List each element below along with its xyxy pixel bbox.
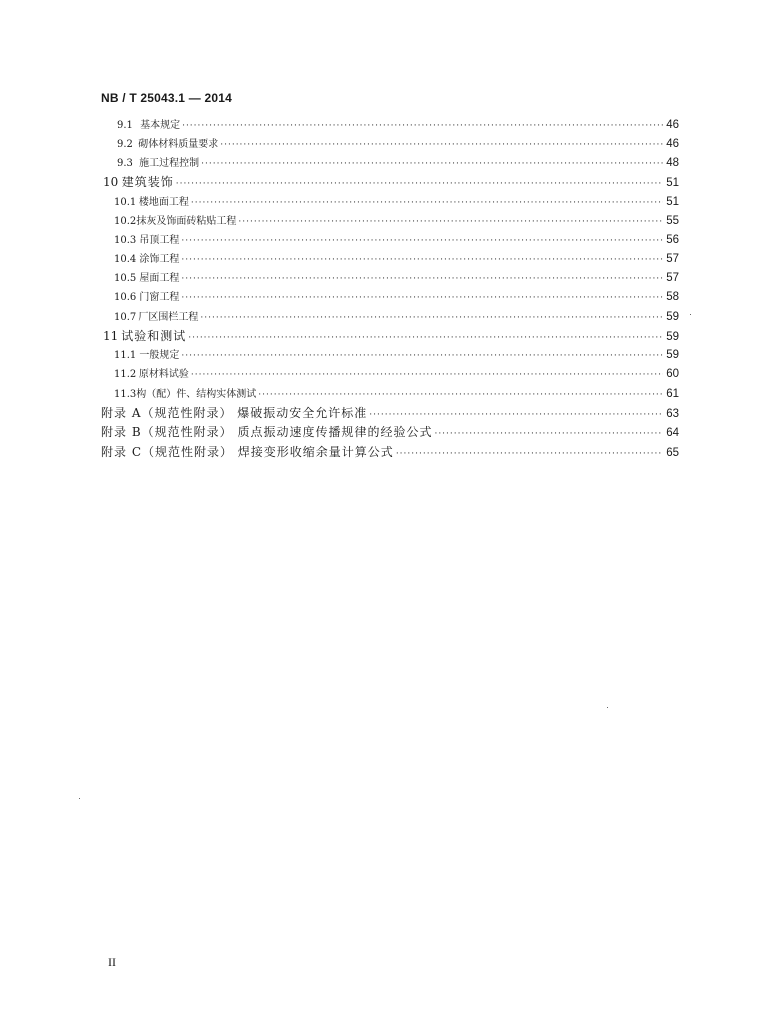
toc-entry-number: 10.3 <box>114 235 137 246</box>
toc-leader-dots <box>238 214 663 230</box>
toc-entry-title: 砌体材料质量要求 <box>138 139 219 150</box>
toc-entry-title: 构（配）件、结构实体测试 <box>136 389 257 400</box>
toc-appendix-entry[interactable] <box>101 444 679 460</box>
toc-entry-number: 9.2 <box>117 139 133 150</box>
toc-leader-dots <box>176 176 663 192</box>
toc-entry-title: 厂区围栏工程 <box>138 312 199 323</box>
toc-leader-dots <box>188 330 663 346</box>
toc-leader-dots <box>181 233 663 249</box>
toc-entry-title: 试验和测试 <box>121 329 187 343</box>
toc-leader-dots <box>258 387 663 403</box>
toc-leader-dots <box>200 310 663 326</box>
toc-entry[interactable] <box>117 117 679 133</box>
toc-entry[interactable] <box>114 347 679 363</box>
toc-entry-number: 11.3 <box>114 389 137 400</box>
toc-entry-page: 63 <box>666 408 679 420</box>
toc-entry-number: 10.1 <box>114 197 137 208</box>
toc-entry-number: 11.2 <box>114 369 137 380</box>
toc-entry-title: 附录 C（规范性附录） 焊接变形收缩余量计算公式 <box>101 445 394 459</box>
toc-entry-title: 楼地面工程 <box>138 197 189 208</box>
toc-leader-dots <box>181 348 663 364</box>
scan-speck <box>79 798 80 799</box>
toc-entry-page: 51 <box>666 177 679 189</box>
toc-entry-page: 59 <box>666 311 679 323</box>
toc-entry-page: 61 <box>666 388 679 400</box>
toc-entry-page: 46 <box>666 138 679 150</box>
toc-entry-title: 建筑装饰 <box>121 175 174 189</box>
standard-code-header: NB / T 25043.1 — 2014 <box>101 91 232 105</box>
toc-entry-page: 58 <box>666 291 679 303</box>
scan-speck <box>690 314 691 315</box>
toc-entry[interactable] <box>114 213 679 229</box>
toc-entry-page: 48 <box>666 157 679 169</box>
toc-entry-number: 11.1 <box>114 350 137 361</box>
scan-speck <box>607 707 608 708</box>
toc-entry[interactable] <box>114 309 679 325</box>
toc-entry-title: 附录 B（规范性附录） 质点振动速度传播规律的经验公式 <box>101 425 433 439</box>
toc-leader-dots <box>181 290 663 306</box>
toc-leader-dots <box>201 156 663 172</box>
toc-entry[interactable] <box>117 155 679 171</box>
toc-leader-dots <box>191 367 663 383</box>
toc-leader-dots <box>181 252 663 268</box>
toc-entry-page: 64 <box>666 427 679 439</box>
toc-entry-title: 原材料试验 <box>138 369 189 380</box>
toc-entry-title: 涂饰工程 <box>139 254 180 265</box>
toc-entry-number: 9.3 <box>117 158 133 169</box>
toc-entry-page: 60 <box>666 368 679 380</box>
toc-entry-page: 51 <box>666 196 679 208</box>
toc-entry-page: 46 <box>666 119 679 131</box>
toc-entry-number: 10.7 <box>114 312 137 323</box>
toc-leader-dots <box>220 137 663 153</box>
toc-entry-title: 屋面工程 <box>139 273 180 284</box>
toc-leader-dots <box>369 407 663 423</box>
toc-entry-page: 55 <box>666 215 679 227</box>
toc-appendix-entry[interactable] <box>101 405 679 421</box>
toc-leader-dots <box>191 195 663 211</box>
toc-entry-number: 10.5 <box>114 273 137 284</box>
toc-entry-title: 门窗工程 <box>139 292 180 303</box>
toc-entry-page: 57 <box>666 272 679 284</box>
toc-entry-number: 9.1 <box>117 120 133 131</box>
toc-entry-page: 56 <box>666 234 679 246</box>
toc-entry-page: 59 <box>666 331 679 343</box>
toc-entry-title: 一般规定 <box>139 350 180 361</box>
toc-entry[interactable] <box>117 136 679 152</box>
toc-entry-title: 基本规定 <box>140 120 181 131</box>
toc-entry[interactable] <box>114 270 679 286</box>
toc-leader-dots <box>181 271 663 287</box>
toc-leader-dots <box>434 426 663 442</box>
toc-entry-page: 59 <box>666 349 679 361</box>
toc-entry-page: 57 <box>666 253 679 265</box>
toc-entry-number: 10.4 <box>114 254 137 265</box>
toc-entry-number: 10.2 <box>114 216 137 227</box>
toc-chapter-entry[interactable] <box>103 174 679 190</box>
toc-leader-dots <box>182 118 663 134</box>
toc-appendix-entry[interactable] <box>101 424 679 440</box>
toc-entry[interactable] <box>114 366 679 382</box>
toc-entry-title: 吊顶工程 <box>139 235 180 246</box>
toc-entry-number: 11 <box>103 329 119 343</box>
page-number-footer: II <box>108 955 116 969</box>
toc-entry-number: 10 <box>103 175 119 189</box>
toc-entry-title: 附录 A（规范性附录） 爆破振动安全允许标准 <box>101 406 368 420</box>
toc-leader-dots <box>396 446 663 462</box>
toc-entry-title: 施工过程控制 <box>139 158 200 169</box>
toc-entry-title: 抹灰及饰面砖粘贴工程 <box>136 216 237 227</box>
toc-entry[interactable] <box>114 232 679 248</box>
toc-entry[interactable] <box>114 386 679 402</box>
toc-entry-number: 10.6 <box>114 292 137 303</box>
toc-entry[interactable] <box>114 194 679 210</box>
toc-chapter-entry[interactable] <box>103 328 679 344</box>
toc-entry[interactable] <box>114 251 679 267</box>
toc-entry[interactable] <box>114 289 679 305</box>
toc-entry-page: 65 <box>666 447 679 459</box>
